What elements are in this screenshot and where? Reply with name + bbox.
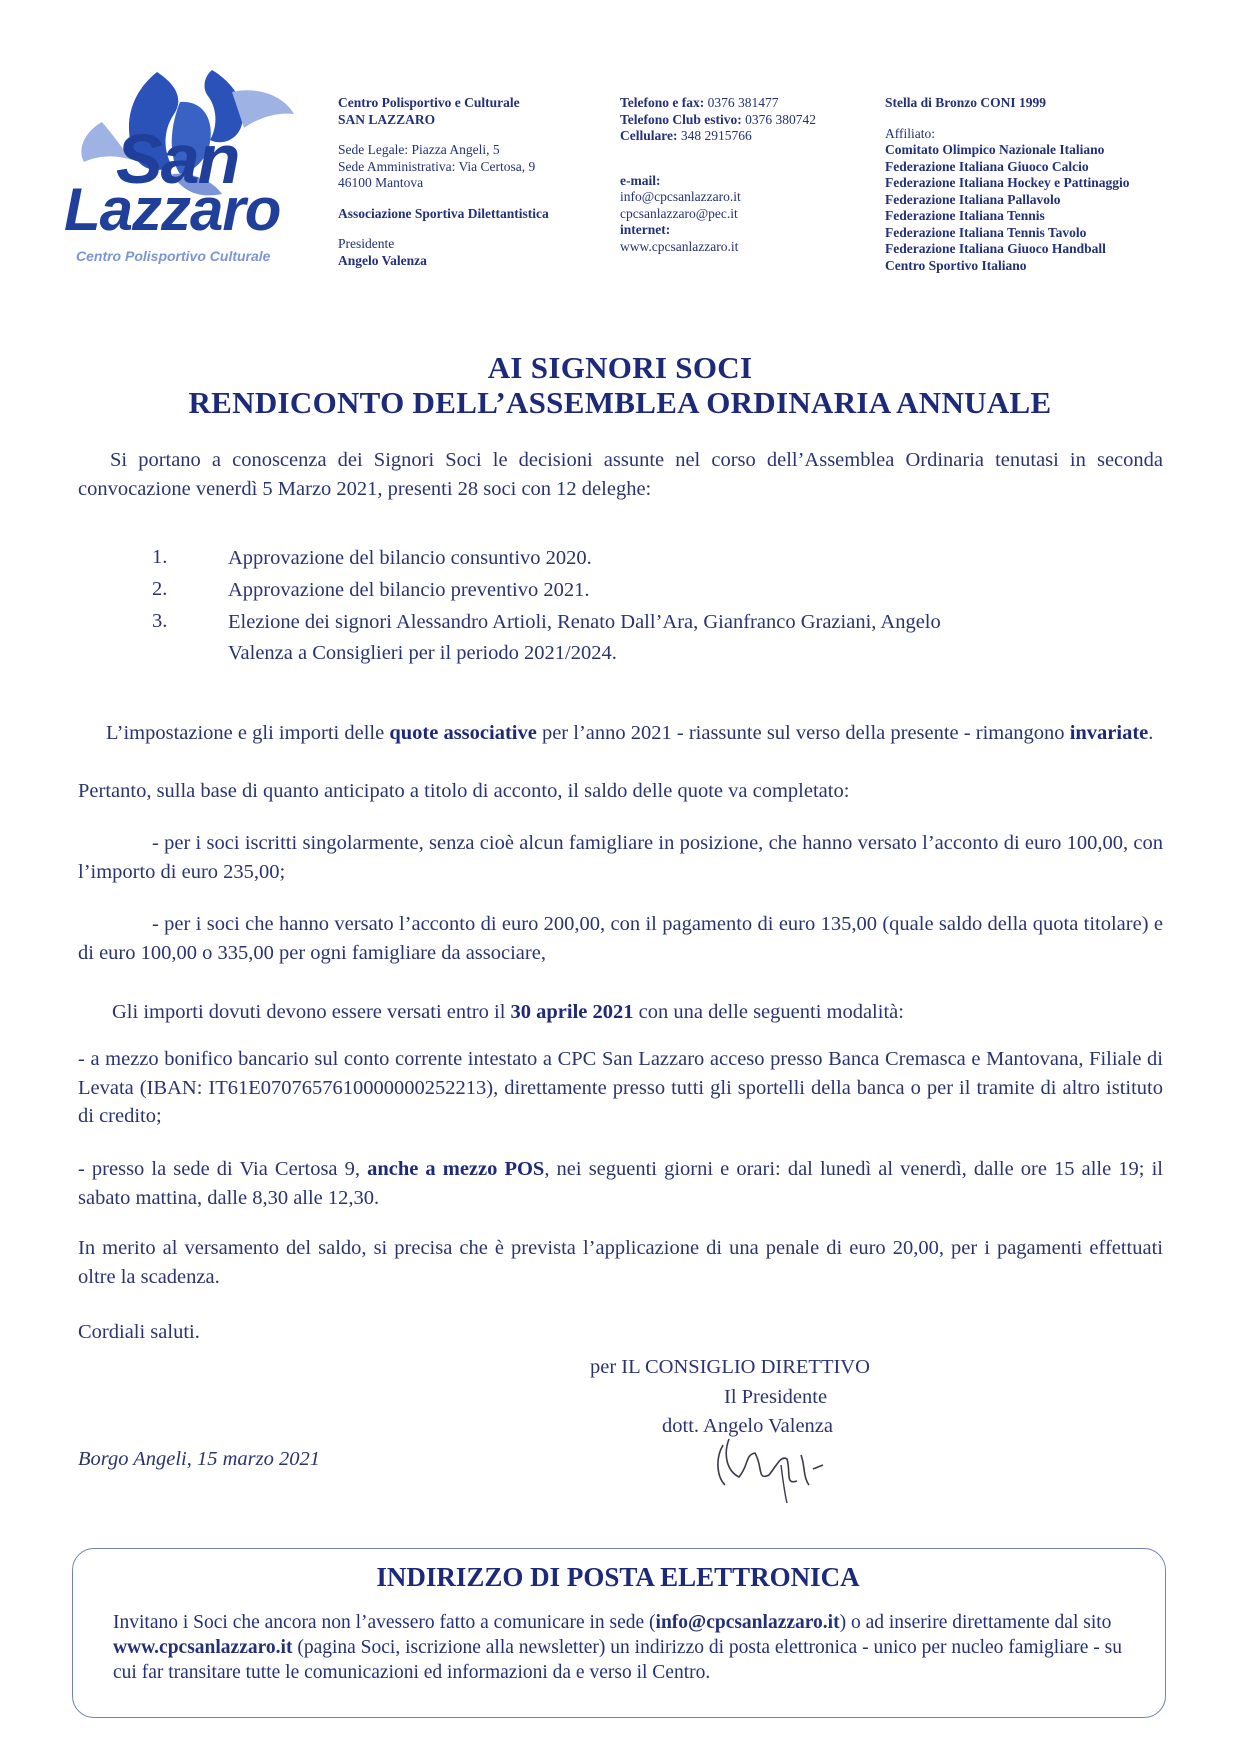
signature-council: per IL CONSIGLIO DIRETTIVO bbox=[590, 1356, 870, 1378]
logo-lazzaro: Lazzaro bbox=[64, 176, 281, 243]
mobile-value: 348 2915766 bbox=[677, 128, 752, 143]
phone-value: 0376 381477 bbox=[704, 95, 779, 110]
penalty-paragraph: In merito al versamento del saldo, si precisa che è prevista l’applicazione di una penale di euro 20,00, per i pagamenti effettuati oltre la scadenza. bbox=[78, 1237, 1163, 1288]
affiliation-item: Federazione Italiana Giuoco Handball bbox=[885, 241, 1106, 256]
website-link[interactable]: www.cpcsanlazzaro.it bbox=[620, 238, 739, 254]
list-text: Elezione dei signori Alessandro Artioli, Renato Dall’Ara, Gianfranco Graziani, Angelo Valenza a Consiglieri per il periodo 2021/2024. bbox=[228, 611, 941, 664]
text-run: Invitano i Soci che ancora non l’avessero fatto a comunicare in sede ( bbox=[113, 1612, 656, 1633]
award: Stella di Bronzo CONI 1999 bbox=[885, 95, 1047, 110]
contacts-info bbox=[620, 95, 850, 255]
text-run: . bbox=[1148, 722, 1154, 744]
affiliation-item: Federazione Italiana Pallavolo bbox=[885, 191, 1061, 207]
emphasis: invariate bbox=[1069, 722, 1149, 744]
email-notice-title: INDIRIZZO DI POSTA ELETTRONICA bbox=[376, 1562, 860, 1592]
text-run: - presso la sede di Via Certosa 9, bbox=[78, 1158, 368, 1180]
affiliation-item: Centro Sportivo Italiano bbox=[885, 257, 1027, 273]
email-label: e-mail: bbox=[620, 172, 661, 188]
page-title: AI SIGNORI SOCI bbox=[487, 350, 753, 385]
quote-paragraph bbox=[78, 719, 1163, 748]
text-run: Gli importi dovuti devono essere versati entro il bbox=[112, 1001, 511, 1023]
payment-case-1: - per i soci iscritti singolarmente, senza cioè alcun famigliare in posizione, che hanno versato l’acconto di euro 100,00, con l’importo di euro 235,00; bbox=[78, 832, 1163, 883]
email-link[interactable]: info@cpcsanlazzaro.it bbox=[620, 189, 741, 204]
list-number: 2. bbox=[152, 578, 168, 600]
list-text: Approvazione del bilancio consuntivo 2020. bbox=[228, 547, 592, 569]
payment-case-2: - per i soci che hanno versato l’acconto di euro 200,00, con il pagamento di euro 135,00 (quale saldo della quota titolare) e di euro 100,00 o 335,00 per ogni famigliare da associare, bbox=[78, 913, 1163, 964]
org-name-line2: SAN LAZZARO bbox=[338, 111, 436, 127]
pec-email-link[interactable]: cpcsanlazzaro@pec.it bbox=[620, 205, 738, 221]
internet-label: internet: bbox=[620, 222, 671, 237]
text-run: , nei seguenti giorni e orari: dal lunedì al venerdì, dalle ore 15 alle 19; il sabato mattina, dalle 8,30 alle 12,30. bbox=[78, 1158, 1163, 1209]
list-text: Approvazione del bilancio preventivo 2021. bbox=[228, 579, 590, 601]
affiliations bbox=[885, 95, 1205, 274]
club-phone-label: Telefono Club estivo: bbox=[620, 111, 742, 127]
sede-legale: Sede Legale: Piazza Angeli, 5 bbox=[338, 142, 500, 157]
list-item bbox=[152, 578, 1052, 610]
org-info bbox=[338, 95, 578, 269]
place-date: Borgo Angeli, 15 marzo 2021 bbox=[78, 1448, 321, 1470]
deadline-date: 30 aprile 2021 bbox=[510, 1001, 634, 1023]
list-item bbox=[152, 546, 1052, 578]
assoc-type: Associazione Sportiva Dilettantistica bbox=[338, 205, 549, 221]
club-phone-value: 0376 380742 bbox=[741, 111, 817, 127]
affiliation-item: Federazione Italiana Tennis Tavolo bbox=[885, 224, 1087, 240]
president-label: Presidente bbox=[338, 236, 395, 251]
signature-role: Il Presidente bbox=[724, 1386, 828, 1408]
phone-label: Telefono e fax: bbox=[620, 95, 705, 110]
emphasis: quote associative bbox=[389, 722, 537, 744]
text-run: L’impostazione e gli importi delle bbox=[106, 722, 390, 744]
list-number: 1. bbox=[152, 546, 168, 568]
affiliation-item: Comitato Olimpico Nazionale Italiano bbox=[885, 142, 1105, 157]
email-notice-text bbox=[113, 1610, 1133, 1685]
decisions-list bbox=[152, 546, 1052, 674]
page-subtitle: RENDICONTO DELL’ASSEMBLEA ORDINARIA ANNUALE bbox=[188, 385, 1052, 420]
notice-website-link[interactable]: www.cpcsanlazzaro.it bbox=[113, 1637, 293, 1658]
text-run: ) o ad inserire direttamente dal sito bbox=[839, 1612, 1112, 1633]
text-run: (pagina Soci, iscrizione alla newsletter) un indirizzo di posta elettronica - unico per nucleo famigliare - su cui far transitare tutte le comunicazioni ed informazioni da e verso il Centro. bbox=[113, 1637, 1122, 1683]
list-number: 3. bbox=[152, 610, 168, 632]
logo-san: San bbox=[116, 120, 239, 198]
president-name: Angelo Valenza bbox=[338, 252, 427, 268]
signature-name: dott. Angelo Valenza bbox=[662, 1415, 833, 1437]
notice-email-link[interactable]: info@cpcsanlazzaro.it bbox=[655, 1612, 840, 1633]
payment-mode-office bbox=[78, 1155, 1163, 1212]
mobile-label: Cellulare: bbox=[620, 128, 678, 143]
affiliation-item: Federazione Italiana Hockey e Pattinaggio bbox=[885, 175, 1130, 190]
affiliation-item: Federazione Italiana Tennis bbox=[885, 208, 1045, 223]
affiliation-item: Federazione Italiana Giuoco Calcio bbox=[885, 158, 1089, 174]
cap-city: 46100 Mantova bbox=[338, 175, 424, 190]
payment-mode-bank: - a mezzo bonifico bancario sul conto corrente intestato a CPC San Lazzaro acceso presso Banca Cremasca e Mantovana, Filiale di Levata (IBAN: IT61E0707657610000000252213), direttamente presso tutti gli sportelli della banca o per il tramite di altro istituto di credito; bbox=[78, 1048, 1163, 1127]
emphasis: anche a mezzo POS bbox=[367, 1158, 545, 1180]
intro-paragraph: Si portano a conoscenza dei Signori Soci le decisioni assunte nel corso dell’Assemblea Ordinaria tenutasi in seconda convocazione venerdì 5 Marzo 2021, presenti 28 soci con 12 deleghe: bbox=[78, 449, 1163, 500]
affiliation-label: Affiliato: bbox=[885, 125, 935, 141]
handwritten-signature-icon bbox=[705, 1425, 845, 1505]
deadline-paragraph bbox=[78, 998, 1163, 1027]
text-run: con una delle seguenti modalità: bbox=[633, 1001, 904, 1023]
closing: Cordiali saluti. bbox=[78, 1321, 200, 1343]
text-run: per l’anno 2021 - riassunte sul verso della presente - rimangono bbox=[536, 722, 1070, 744]
pertanto-paragraph: Pertanto, sulla base di quanto anticipato a titolo di acconto, il saldo delle quote va completato: bbox=[78, 780, 850, 802]
sede-amministrativa: Sede Amministrativa: Via Certosa, 9 bbox=[338, 158, 536, 174]
logo-tagline: Centro Polisportivo Culturale bbox=[76, 248, 271, 264]
org-name-line1: Centro Polisportivo e Culturale bbox=[338, 95, 520, 110]
club-logo bbox=[62, 62, 312, 272]
list-item bbox=[152, 610, 1052, 674]
